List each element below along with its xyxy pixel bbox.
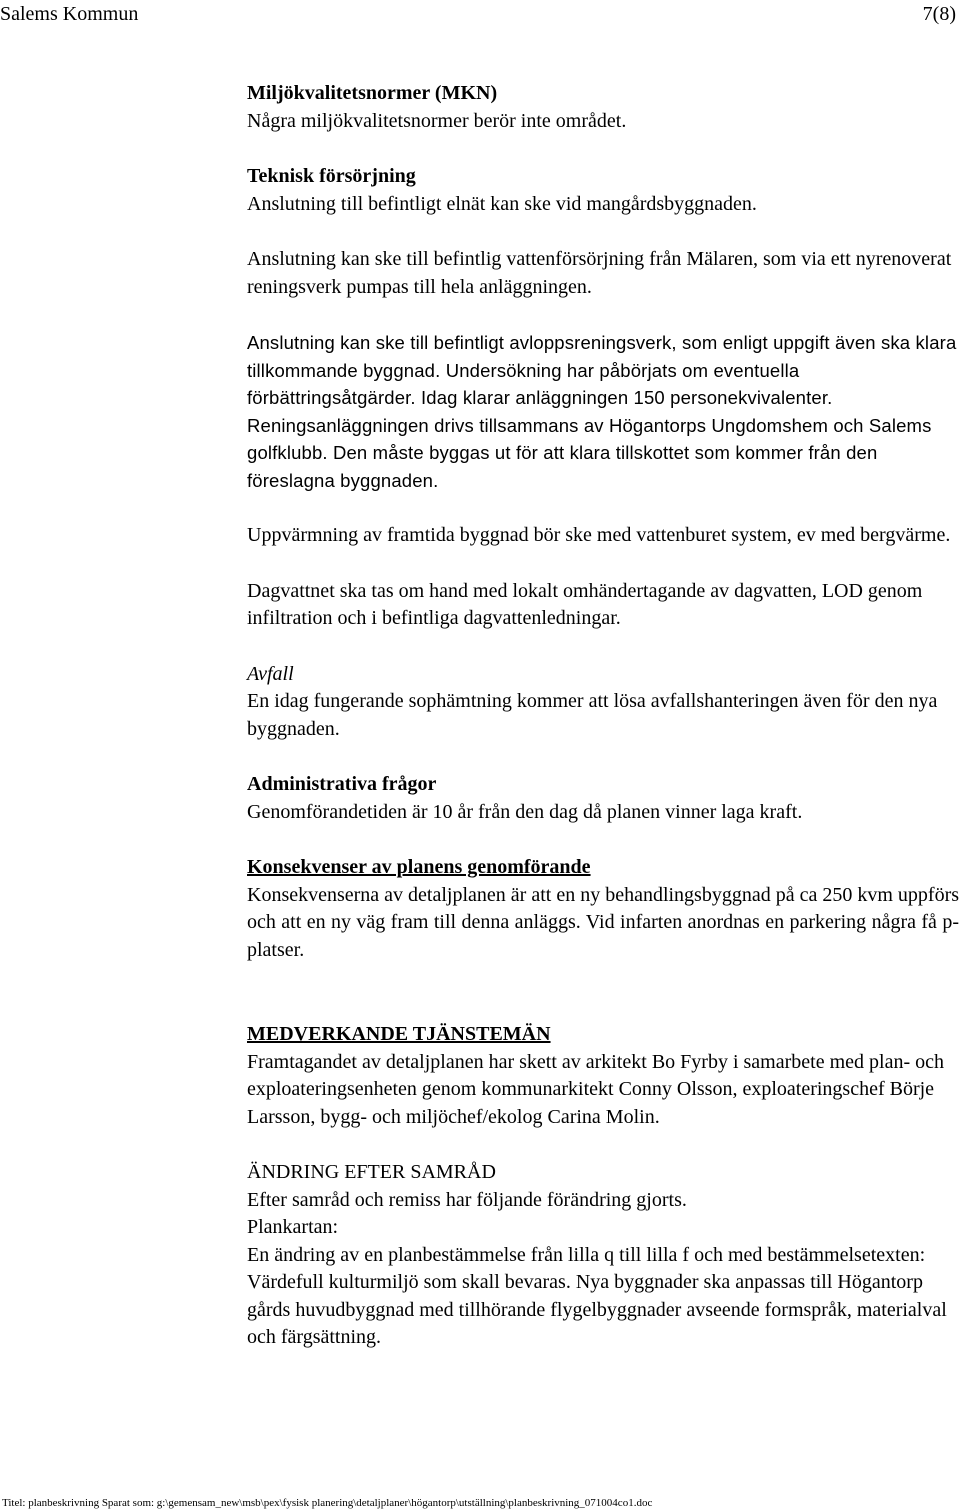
teknisk-paragraph-2: Anslutning kan ske till befintlig vattenförsörjning från Mälaren, som via ett nyrenoverat reningsverk pumpas till hela anläggningen.: [247, 248, 952, 298]
teknisk-paragraph-5: Dagvattnet ska tas om hand med lokalt omhändertagande av dagvatten, LOD genom infiltration och i befintliga dagvattenledningar.: [247, 579, 923, 629]
section-text-medverkande: Framtagandet av detaljplanen har skett av arkitekt Bo Fyrby i samarbete med plan- och exploateringsenheten genom kommunarkitekt Conny Olsson, exploateringschef Börje Larsson, bygg- och miljöchef/ekolog Carina Molin.: [247, 1050, 944, 1128]
section-text-avfall: En idag fungerande sophämtning kommer att lösa avfallshanteringen även för den nya byggnaden.: [247, 690, 938, 740]
section-text-admin: Genomförandetiden är 10 år från den dag då planen vinner laga kraft.: [247, 800, 803, 823]
section-heading-andring: ÄNDRING EFTER SAMRÅD: [247, 1161, 496, 1183]
andring-text: En ändring av en planbestämmelse från lilla q till lilla f och med bestämmelsetexten: Värdefull kulturmiljö som skall bevaras. Nya byggnader ska anpassas till Högantorp gårds huvudbyggnad med tillhörande flygelbyggnader avseende formspråk, materialval och färgsättning.: [247, 1243, 947, 1348]
teknisk-paragraph-4: Uppvärmning av framtida byggnad bör ske med vattenburet system, ev med bergvärme.: [247, 524, 951, 546]
teknisk-paragraph-3: Anslutning kan ske till befintligt avloppsreningsverk, som enligt uppgift även ska klara tillkommande byggnad. Undersökning har påbörjats om eventuella förbättringsåtgärder. Idag klarar anläggningen 150 personekvivalenter. Reningsanläggningen drivs tillsammans av Högantorps Ungdomshem och Salems golfklubb. Den måste byggas ut för att klara tillskottet som kommer från den föreslagna byggnaden.: [247, 332, 957, 491]
section-heading-konsekvenser: Konsekvenser av planens genomförande: [247, 856, 591, 878]
page-number: 7(8): [922, 3, 956, 25]
section-heading-admin: Administrativa frågor: [247, 773, 437, 795]
andring-label: Plankartan:: [247, 1216, 339, 1238]
document-footer: Titel: planbeskrivning Sparat som: g:\gemensam_new\msb\pex\fysisk planering\detaljplaner\högantorp\utställning\planbeskrivning_071004co1.doc: [2, 1497, 653, 1509]
section-heading-avfall: Avfall: [247, 662, 294, 685]
section-text-mkn: Några miljökvalitetsnormer berör inte området.: [247, 109, 627, 132]
section-heading-medverkande: MEDVERKANDE TJÄNSTEMÄN: [247, 1023, 551, 1045]
andring-intro: Efter samråd och remiss har följande förändring gjorts.: [247, 1188, 687, 1211]
document-body: [247, 80, 959, 1352]
page-header-org: Salems Kommun: [0, 3, 139, 25]
section-heading-mkn: Miljökvalitetsnormer (MKN): [247, 82, 498, 104]
teknisk-paragraph-1: Anslutning till befintligt elnät kan ske vid mangårdsbyggnaden.: [247, 192, 757, 215]
section-text-konsekvenser: Konsekvenserna av detaljplanen är att en ny behandlingsbyggnad på ca 250 kvm uppförs och att en ny väg fram till denna anläggs. Vid infarten anordnas en parkering några få p-platser.: [247, 883, 960, 961]
section-heading-teknisk: Teknisk försörjning: [247, 165, 416, 187]
